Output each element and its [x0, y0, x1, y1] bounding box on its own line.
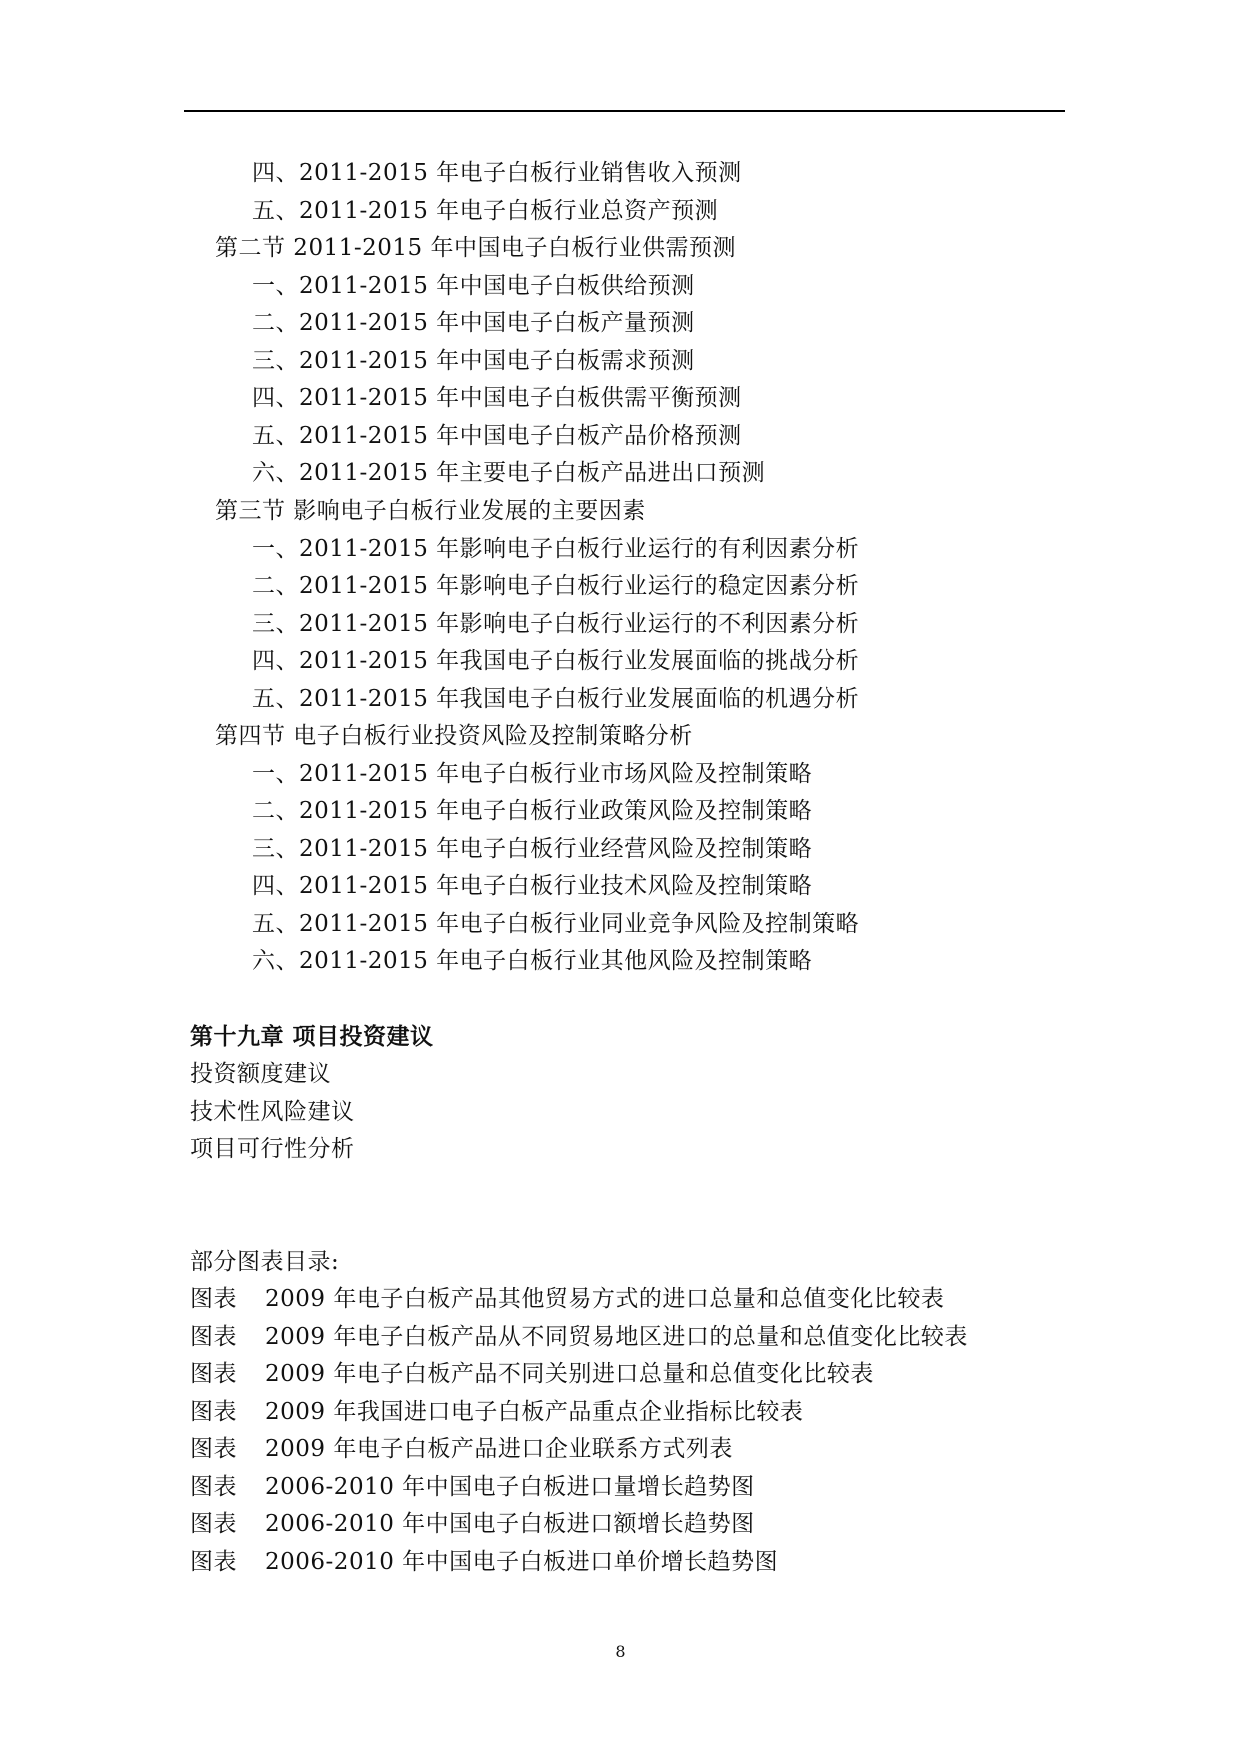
toc-item: 四、2011-2015 年电子白板行业销售收入预测 [252, 160, 742, 186]
chapter-item: 投资额度建议 [190, 1061, 331, 1087]
figure-entry [190, 1509, 755, 1539]
toc-section: 第二节 2011-2015 年中国电子白板行业供需预测 [215, 235, 736, 261]
toc-item: 五、2011-2015 年我国电子白板行业发展面临的机遇分析 [252, 686, 860, 712]
figure-entry [190, 1547, 778, 1577]
figure-entry [190, 1359, 874, 1389]
toc-item: 四、2011-2015 年电子白板行业技术风险及控制策略 [252, 873, 813, 899]
figure-title: 2009 年电子白板产品不同关别进口总量和总值变化比较表 [265, 1361, 874, 1387]
toc-item: 四、2011-2015 年我国电子白板行业发展面临的挑战分析 [252, 648, 860, 674]
figure-title: 2006-2010 年中国电子白板进口单价增长趋势图 [265, 1549, 779, 1575]
figure-prefix: 图表 [190, 1361, 237, 1387]
toc-item: 一、2011-2015 年电子白板行业市场风险及控制策略 [252, 761, 813, 787]
page-number: 8 [615, 1642, 626, 1661]
toc-item: 三、2011-2015 年中国电子白板需求预测 [252, 348, 695, 374]
figure-prefix: 图表 [190, 1511, 237, 1537]
toc-item: 六、2011-2015 年主要电子白板产品进出口预测 [252, 460, 766, 486]
figure-title: 2009 年电子白板产品进口企业联系方式列表 [265, 1436, 733, 1462]
chapter-item: 技术性风险建议 [190, 1099, 355, 1125]
figure-entry [190, 1284, 944, 1314]
toc-section: 第三节 影响电子白板行业发展的主要因素 [215, 498, 646, 524]
figure-entry [190, 1434, 733, 1464]
chapter-heading: 第十九章 项目投资建议 [190, 1023, 434, 1050]
figure-title: 2006-2010 年中国电子白板进口额增长趋势图 [265, 1511, 755, 1537]
toc-item: 二、2011-2015 年中国电子白板产量预测 [252, 310, 695, 336]
figure-title: 2009 年电子白板产品从不同贸易地区进口的总量和总值变化比较表 [265, 1324, 968, 1350]
figure-title: 2009 年我国进口电子白板产品重点企业指标比较表 [265, 1399, 804, 1425]
chapter-item: 项目可行性分析 [190, 1136, 355, 1162]
toc-item: 四、2011-2015 年中国电子白板供需平衡预测 [252, 385, 742, 411]
header-rule [184, 110, 1065, 112]
figure-prefix: 图表 [190, 1549, 237, 1575]
toc-section: 第四节 电子白板行业投资风险及控制策略分析 [215, 723, 693, 749]
figure-prefix: 图表 [190, 1474, 237, 1500]
toc-item: 二、2011-2015 年影响电子白板行业运行的稳定因素分析 [252, 573, 860, 599]
figure-prefix: 图表 [190, 1324, 237, 1350]
figure-title: 2006-2010 年中国电子白板进口量增长趋势图 [265, 1474, 755, 1500]
figures-heading: 部分图表目录: [190, 1249, 340, 1275]
figure-entry [190, 1322, 968, 1352]
toc-item: 五、2011-2015 年电子白板行业总资产预测 [252, 198, 719, 224]
figure-prefix: 图表 [190, 1286, 237, 1312]
figure-prefix: 图表 [190, 1436, 237, 1462]
figure-title: 2009 年电子白板产品其他贸易方式的进口总量和总值变化比较表 [265, 1286, 945, 1312]
figure-entry [190, 1472, 755, 1502]
figure-entry [190, 1397, 803, 1427]
toc-item: 五、2011-2015 年电子白板行业同业竞争风险及控制策略 [252, 911, 860, 937]
figure-prefix: 图表 [190, 1399, 237, 1425]
toc-item: 一、2011-2015 年影响电子白板行业运行的有利因素分析 [252, 536, 860, 562]
toc-item: 六、2011-2015 年电子白板行业其他风险及控制策略 [252, 948, 813, 974]
toc-item: 一、2011-2015 年中国电子白板供给预测 [252, 273, 695, 299]
toc-item: 二、2011-2015 年电子白板行业政策风险及控制策略 [252, 798, 813, 824]
toc-item: 三、2011-2015 年影响电子白板行业运行的不利因素分析 [252, 611, 860, 637]
toc-item: 五、2011-2015 年中国电子白板产品价格预测 [252, 423, 742, 449]
toc-item: 三、2011-2015 年电子白板行业经营风险及控制策略 [252, 836, 813, 862]
